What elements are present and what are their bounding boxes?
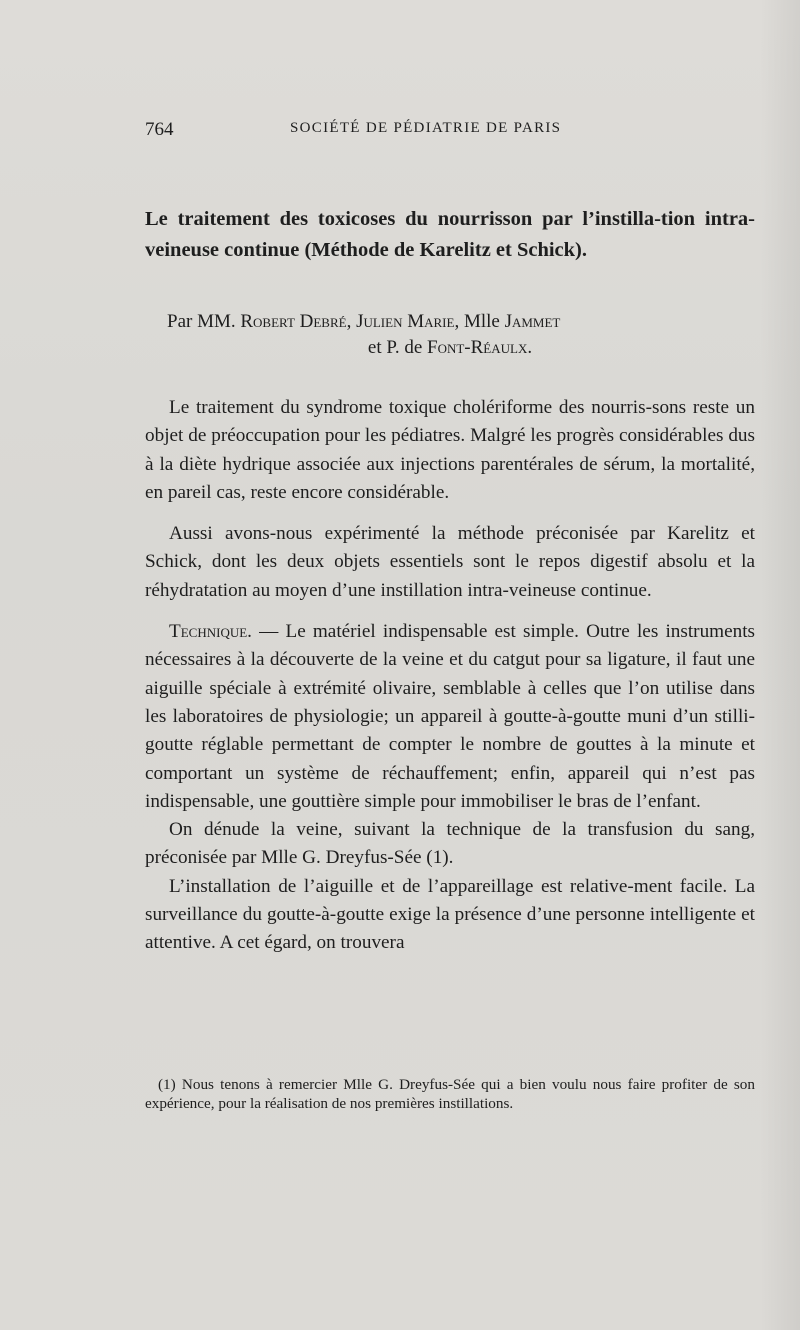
authors-line2-suffix: . <box>527 337 533 358</box>
author-font-reaulx: Font-Réaulx <box>427 337 528 358</box>
authors-line2-prefix: et P. de <box>367 337 427 358</box>
paragraph-3 <box>145 618 755 816</box>
footnote-1: (1) Nous tenons à remercier Mlle G. Dreyfus-Sée qui a bien voulu nous faire profiter de son expérience, pour la réalisation de nos premières instillations. <box>145 1076 755 1112</box>
page-header <box>145 119 755 143</box>
author-line-2 <box>145 335 755 361</box>
article-body <box>145 394 755 958</box>
footnote <box>145 1075 755 1113</box>
authors-separator-2: , Mlle <box>454 311 505 332</box>
article-title: Le traitement des toxicoses du nourrisson par l’instilla-tion intra-veineuse continue (Méthode de Karelitz et Schick). <box>145 208 755 261</box>
author-debre: Robert Debré <box>240 311 347 332</box>
page-number: 764 <box>145 119 174 140</box>
running-head: SOCIÉTÉ DE PÉDIATRIE DE PARIS <box>290 120 562 136</box>
section-lead-technique: Technique. <box>169 621 252 643</box>
author-marie: Julien Marie <box>356 311 455 332</box>
paragraph-5: L’installation de l’aiguille et de l’appareillage est relative-ment facile. La surveillance du goutte-à-goutte exige la présence d’une personne intelligente et attentive. A cet égard, on trouvera <box>145 875 755 954</box>
author-line <box>145 309 755 361</box>
authors-separator-1: , <box>346 311 357 332</box>
author-jammet: Jammet <box>504 311 561 332</box>
paragraph-2: Aussi avons-nous expérimenté la méthode préconisée par Karelitz et Schick, dont les deux objets essentiels sont le repos digestif absolu et la réhydratation au moyen d’une instillation intra-veineuse continue. <box>145 523 755 601</box>
authors-prefix: Par MM. <box>167 311 241 332</box>
author-line-1 <box>145 309 755 335</box>
paragraph-3-text: — Le matériel indispensable est simple. Outre les instruments nécessaires à la découverte de la veine et du catgut pour sa ligature, il faut une aiguille spéciale à extrémité olivaire, semblable à celles que l’on utilise dans les laboratoires de physiologie; un appareil à goutte-à-goutte muni d’un stilli-goutte réglable permettant de compter le nombre de gouttes à la minute et comportant un système de réchauffement; enfin, appareil qui n’est pas indispensable, une gouttière simple pour immobiliser le bras de l’enfant. <box>145 621 755 812</box>
paragraph-1: Le traitement du syndrome toxique cholériforme des nourris-sons reste un objet de préoccupation pour les pédiatres. Malgré les progrès considérables dus à la diète hydrique associée aux injections parentérales de sérum, la mortalité, en pareil cas, reste encore considérable. <box>145 397 755 503</box>
page-edge-shadow <box>760 0 800 1330</box>
paragraph-4: On dénude la veine, suivant la technique de la transfusion du sang, préconisée par Mlle G. Dreyfus-Sée (1). <box>145 819 755 869</box>
